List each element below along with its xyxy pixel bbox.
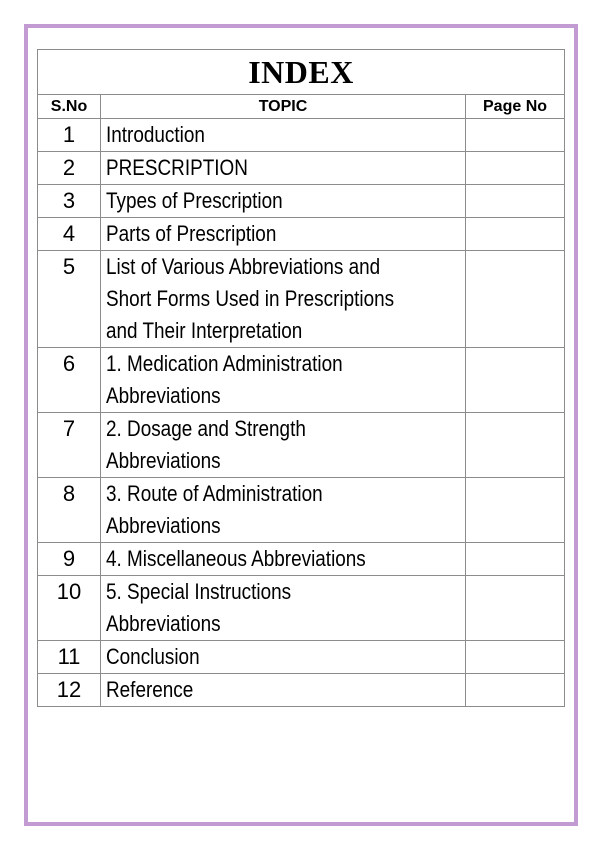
table-row xyxy=(38,185,565,218)
page-number-cell xyxy=(466,152,565,185)
serial-number-cell: 6 xyxy=(38,348,101,413)
topic-cell xyxy=(101,152,466,185)
page-number-cell xyxy=(466,674,565,707)
topic-cell xyxy=(101,674,466,707)
serial-number-cell: 7 xyxy=(38,413,101,478)
topic-line: Types of Prescription xyxy=(106,188,283,213)
index-table xyxy=(37,49,565,707)
topic-line: 5. Special Instructions xyxy=(106,579,292,604)
topic-line: and Their Interpretation xyxy=(106,318,303,343)
topic-line: Conclusion xyxy=(106,644,200,669)
page-number-cell xyxy=(466,576,565,641)
page-number-cell xyxy=(466,413,565,478)
topic-cell xyxy=(101,218,466,251)
table-row xyxy=(38,413,565,478)
index-title: INDEX xyxy=(38,50,565,95)
topic-cell xyxy=(101,576,466,641)
serial-number-cell: 8 xyxy=(38,478,101,543)
page-number-cell xyxy=(466,251,565,348)
topic-cell xyxy=(101,251,466,348)
serial-number-cell: 4 xyxy=(38,218,101,251)
topic-cell xyxy=(101,348,466,413)
table-row xyxy=(38,478,565,543)
table-row xyxy=(38,251,565,348)
topic-cell xyxy=(101,641,466,674)
topic-line: Abbreviations xyxy=(106,513,221,538)
serial-number-cell: 10 xyxy=(38,576,101,641)
page-number-cell xyxy=(466,185,565,218)
topic-line: Parts of Prescription xyxy=(106,221,277,246)
page-number-cell xyxy=(466,218,565,251)
page-number-cell xyxy=(466,478,565,543)
topic-cell xyxy=(101,413,466,478)
table-header-row xyxy=(38,95,565,119)
table-row xyxy=(38,119,565,152)
topic-line: Reference xyxy=(106,677,194,702)
page-number-cell xyxy=(466,119,565,152)
serial-number-cell: 3 xyxy=(38,185,101,218)
topic-line: Short Forms Used in Prescriptions xyxy=(106,286,395,311)
serial-number-cell: 11 xyxy=(38,641,101,674)
table-row xyxy=(38,152,565,185)
topic-line: Abbreviations xyxy=(106,611,221,636)
topic-line: 2. Dosage and Strength xyxy=(106,416,306,441)
table-row xyxy=(38,641,565,674)
table-row xyxy=(38,348,565,413)
topic-cell xyxy=(101,185,466,218)
page-number-cell xyxy=(466,348,565,413)
serial-number-cell: 12 xyxy=(38,674,101,707)
topic-line: PRESCRIPTION xyxy=(106,155,248,180)
page-number-cell xyxy=(466,543,565,576)
topic-cell xyxy=(101,543,466,576)
serial-number-cell: 1 xyxy=(38,119,101,152)
serial-number-cell: 5 xyxy=(38,251,101,348)
column-header-topic: TOPIC xyxy=(101,95,466,119)
column-header-page: Page No xyxy=(466,95,565,119)
table-row xyxy=(38,576,565,641)
topic-line: List of Various Abbreviations and xyxy=(106,254,381,279)
topic-line: Abbreviations xyxy=(106,448,221,473)
topic-line: 1. Medication Administration xyxy=(106,351,343,376)
serial-number-cell: 2 xyxy=(38,152,101,185)
topic-cell xyxy=(101,478,466,543)
topic-line: Abbreviations xyxy=(106,383,221,408)
table-body xyxy=(38,119,565,707)
page-number-cell xyxy=(466,641,565,674)
table-row xyxy=(38,543,565,576)
column-header-sno: S.No xyxy=(38,95,101,119)
topic-line: 4. Miscellaneous Abbreviations xyxy=(106,546,366,571)
topic-line: Introduction xyxy=(106,122,205,147)
table-row xyxy=(38,218,565,251)
serial-number-cell: 9 xyxy=(38,543,101,576)
topic-cell xyxy=(101,119,466,152)
topic-line: 3. Route of Administration xyxy=(106,481,323,506)
table-row xyxy=(38,674,565,707)
